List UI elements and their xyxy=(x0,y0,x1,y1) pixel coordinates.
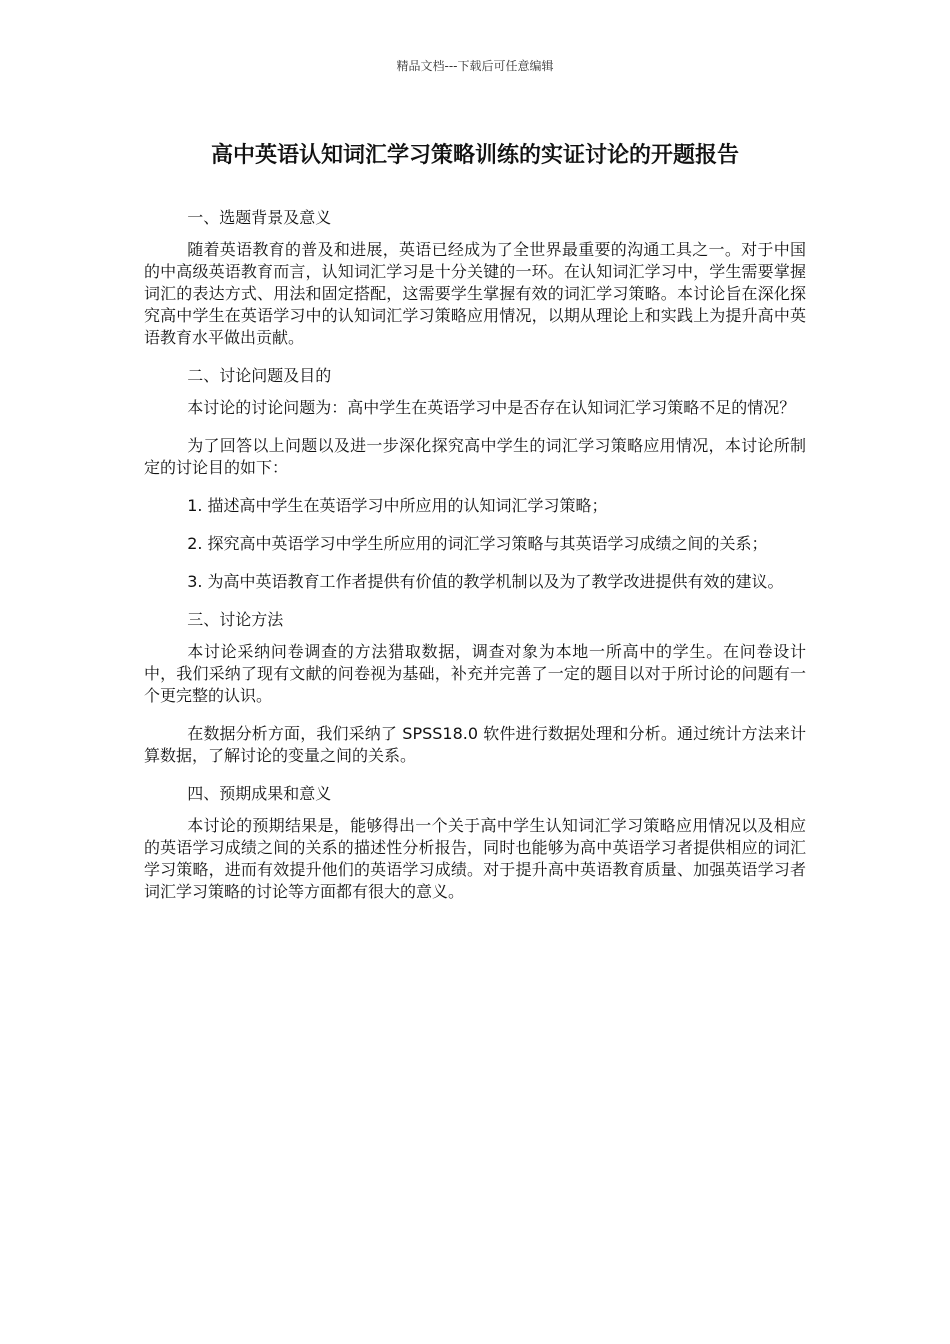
paragraph-research-purpose: 为了回答以上问题以及进一步深化探究高中学生的词汇学习策略应用情况，本讨论所制定的讨论目的如下： xyxy=(144,436,806,477)
paragraph-methods-analysis: 在数据分析方面，我们采纳了 SPSS18.0 软件进行数据处理和分析。通过统计方法来计算数据，了解讨论的变量之间的关系。 xyxy=(144,724,806,765)
paragraph-outcomes: 本讨论的预期结果是，能够得出一个关于高中学生认知词汇学习策略应用情况以及相应的英语学习成绩之间的关系的描述性分析报告，同时也能够为高中英语学习者提供相应的词汇学习策略，进而有效提升他们的英语学习成绩。对于提升高中英语教育质量、加强英语学习者词汇学习策略的讨论等方面都有很大的意义。 xyxy=(144,816,806,901)
list-item-purpose-3: 3. 为高中英语教育工作者提供有价值的教学机制以及为了教学改进提供有效的建议。 xyxy=(187,572,784,591)
header-note: 精品文档---下载后可任意编辑 xyxy=(396,59,554,73)
paragraph-research-question: 本讨论的讨论问题为：高中学生在英语学习中是否存在认知词汇学习策略不足的情况？ xyxy=(187,398,796,417)
document-body xyxy=(144,207,806,919)
list-item-purpose-1: 1. 描述高中学生在英语学习中所应用的认知词汇学习策略； xyxy=(187,496,608,515)
section-heading-questions: 二、讨论问题及目的 xyxy=(187,366,332,385)
list-item-purpose-2: 2. 探究高中英语学习中学生所应用的词汇学习策略与其英语学习成绩之间的关系； xyxy=(187,534,768,553)
paragraph-background: 随着英语教育的普及和进展，英语已经成为了全世界最重要的沟通工具之一。对于中国的中高级英语教育而言，认知词汇学习是十分关键的一环。在认知词汇学习中，学生需要掌握词汇的表达方式、用法和固定搭配，这需要学生掌握有效的词汇学习策略。本讨论旨在深化探究高中学生在英语学习中的认知词汇学习策略应用情况，以期从理论上和实践上为提升高中英语教育水平做出贡献。 xyxy=(144,240,806,347)
section-heading-outcomes: 四、预期成果和意义 xyxy=(187,784,332,803)
paragraph-methods-survey: 本讨论采纳问卷调查的方法猎取数据，调查对象为本地一所高中的学生。在问卷设计中，我们采纳了现有文献的问卷视为基础，补充并完善了一定的题目以对于所讨论的问题有一个更完整的认识。 xyxy=(144,642,806,705)
section-heading-background: 一、选题背景及意义 xyxy=(187,208,332,227)
section-heading-methods: 三、讨论方法 xyxy=(187,610,284,629)
document-title: 高中英语认知词汇学习策略训练的实证讨论的开题报告 xyxy=(210,143,739,168)
